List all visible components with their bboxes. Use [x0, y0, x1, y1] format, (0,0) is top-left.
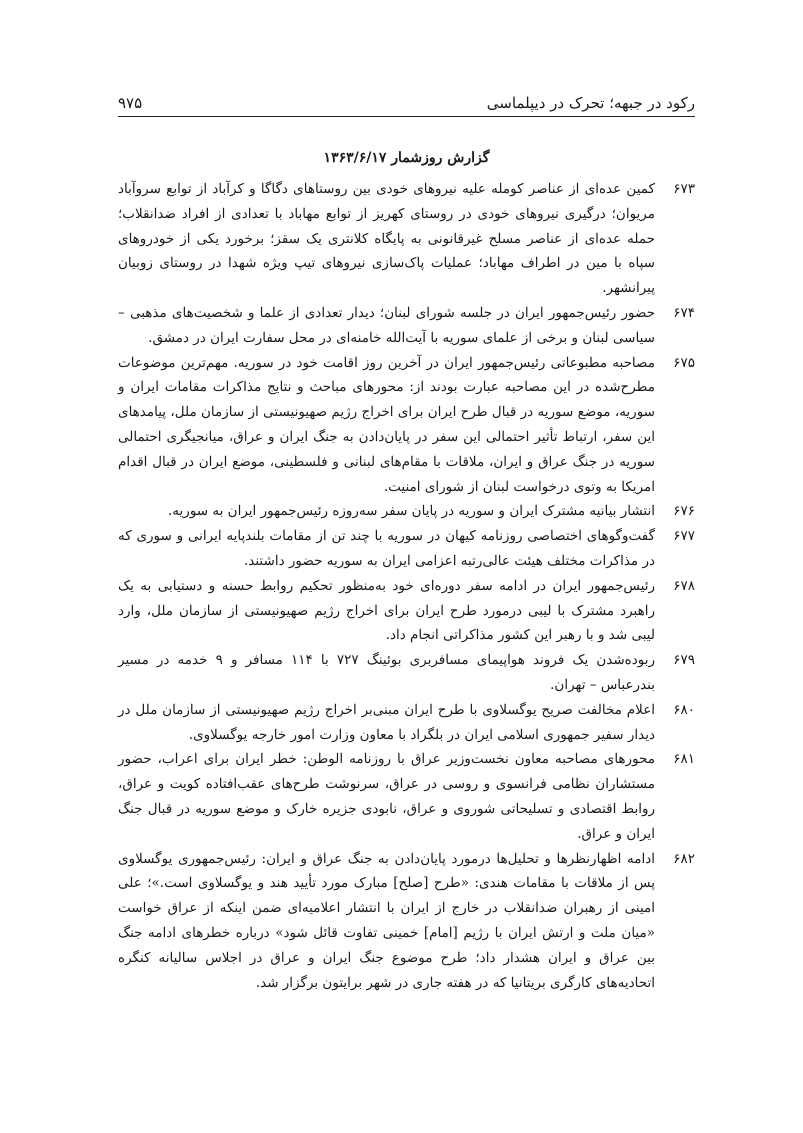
entry-number: ۶۸۰ — [673, 701, 695, 718]
entry-text: گفت‌وگوهای اختصاصی روزنامه کیهان در سوریه با چند تن از مقامات بلندپایه ایرانی و سوری که در مذاکرات مختلف هیئت عالی‌رتبه اعزامی ایران به سوریه حضور داشتند. — [118, 528, 655, 569]
entry-number: ۶۷۳ — [673, 181, 695, 197]
header-rule — [118, 116, 695, 117]
entry-list — [118, 177, 695, 995]
entry-number: ۶۷۷ — [673, 528, 695, 545]
entry-676 — [118, 499, 695, 524]
entry-number: ۶۷۹ — [673, 652, 695, 669]
entry-number: ۶۷۴ — [673, 304, 695, 321]
entry-number: ۶۸۲ — [673, 850, 695, 867]
entry-text: کمین عده‌ای از عناصر کومله علیه نیروهای خودی بین روستاهای دگاگا و کرآباد از توابع سروآباد مریوان؛ درگیری نیروهای خودی در روستای کهریز از توابع مهاباد با تعدادی از افراد ضدانقلاب؛ حمله عده‌ای از عناصر مسلح غیرقانونی به پایگاه کلانتری یک سقز؛ برخورد یکی از خودروهای سپاه با مین در اطراف مهاباد؛ عملیات پاک‌سازی نیروهای تیپ ویژه شهدا در روستای زوبیان پیرانشهر. — [118, 181, 655, 297]
entry-text: انتشار بیانیه مشترک ایران و سوریه در پایان سفر سه‌روزه رئیس‌جمهور ایران به سوریه. — [168, 503, 655, 520]
entry-675 — [118, 351, 695, 500]
entry-number: ۶۷۸ — [673, 577, 695, 594]
entry-text: مصاحبه مطبوعاتی رئیس‌جمهور ایران در آخرین روز اقامت خود در سوریه. مهم‌ترین موضوعات مطرح‌شده در این مصاحبه عبارت بودند از: محورهای مباحث و نتایج مذاکرات مقامات ایران و سوریه، موضع سوریه در قبال طرح ایران برای اخراج رژیم صهیونیستی از سازمان ملل، پیامدهای این سفر، ارتباط تأثیر احتمالی این سفر در پایان‌دادن به جنگ ایران و عراق، میانجیگری احتمالی سوریه در جنگ عراق و ایران، ملاقات با مقام‌های لبنانی و فلسطینی، موضع ایران در قبال اقدام امریکا به وتوی درخواست لبنان از شورای امنیت. — [118, 354, 655, 495]
entry-number: ۶۸۱ — [673, 751, 695, 768]
entry-679 — [118, 648, 695, 698]
running-title: رکود در جبهه؛ تحرک در دیپلماسی — [486, 94, 695, 112]
entry-number: ۶۷۵ — [673, 354, 695, 371]
entry-text: محورهای مصاحبه معاون نخست‌وزیر عراق با روزنامه الوطن: خطر ایران برای اعراب، حضور مستشاران نظامی فرانسوی و روسی در عراق، سرنوشت طرح‌های عقب‌افتاده کویت و عراق، روابط اقتصادی و تسلیحاتی شوروی و عراق، نابودی جزیره خارک و موضع سوریه در قبال جنگ ایران و عراق. — [118, 751, 655, 842]
entry-text: ادامه اظهارنظرها و تحلیل‌ها درمورد پایان‌دادن به جنگ عراق و ایران: رئیس‌جمهوری یوگسلاوی پس از ملاقات با مقامات هندی: «طرح [صلح] مبارک مورد تأیید هند و یوگسلاوی است.»؛ علی امینی از رهبران ضدانقلاب در خارج از ایران با انتشار اعلامیه‌ای ضمن اینکه از عراق خواست «میان ملت و ارتش ایران با رژیم [امام] خمینی تفاوت قائل شود» درباره خطرهای ادامه جنگ بین عراق و ایران هشدار داد؛ طرح موضوع جنگ ایران و عراق در اجلاس سالیانه کنگره اتحادیه‌های کارگری بریتانیا که در هفته جاری در شهر برایتون برگزار شد. — [118, 850, 655, 991]
entry-text: رئیس‌جمهور ایران در ادامه سفر دوره‌ای خود به‌منظور تحکیم روابط حسنه و دستیابی به یک راهبرد مشترک با لیبی درمورد طرح ایران برای اخراج رژیم صهیونیستی از سازمان ملل، وارد لیبی شد و با رهبر این کشور مذاکراتی انجام داد. — [118, 577, 655, 644]
entry-678 — [118, 574, 695, 648]
entry-680 — [118, 698, 695, 748]
entry-673 — [118, 177, 695, 301]
entry-682 — [118, 847, 695, 996]
entry-677 — [118, 524, 695, 574]
running-header — [118, 86, 695, 112]
entry-681 — [118, 747, 695, 846]
entry-number: ۶۷۶ — [673, 503, 695, 520]
page-number: ۹۷۵ — [118, 94, 143, 112]
entry-text: ربوده‌شدن یک فروند هواپیمای مسافربری بوئینگ ۷۲۷ با ۱۱۴ مسافر و ۹ خدمه در مسیر بندرعباس – تهران. — [118, 652, 656, 693]
entry-text: اعلام مخالفت صریح یوگسلاوی با طرح ایران مبنی‌بر اخراج رژیم صهیونیستی از سازمان ملل در دیدار سفیر جمهوری اسلامی ایران در بلگراد با معاون وزارت امور خارجه یوگسلاوی. — [118, 701, 655, 743]
entry-text: حضور رئیس‌جمهور ایران در جلسه شورای لبنان؛ دیدار تعدادی از علما و شخصیت‌های مذهبی – سیاسی لبنان و برخی از علمای سوریه با آیت‌الله خامنه‌ای در محل سفارت ایران در دمشق. — [118, 304, 655, 346]
report-title: گزارش روزشمار ۱۳۶۳/۶/۱۷ — [323, 150, 490, 166]
entry-674 — [118, 301, 695, 351]
